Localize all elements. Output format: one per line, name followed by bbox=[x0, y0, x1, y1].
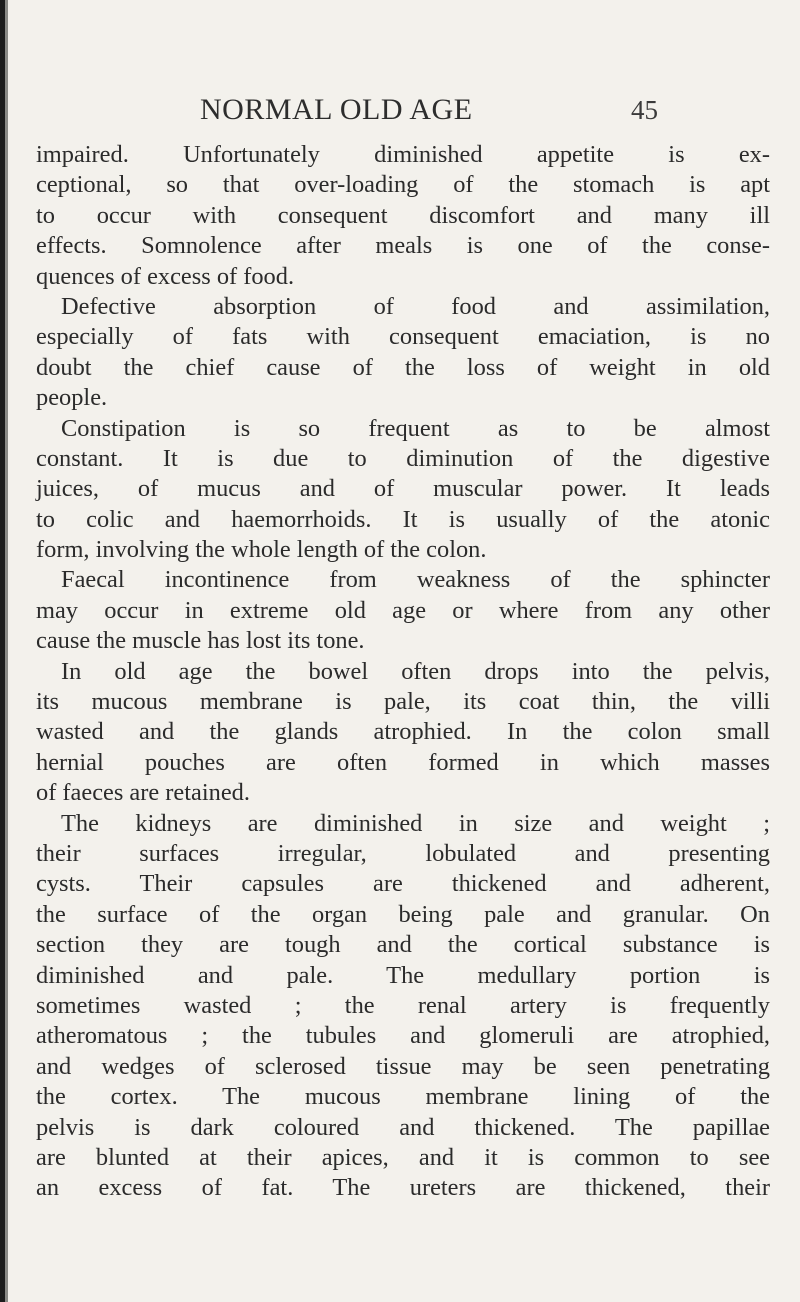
page-number: 45 bbox=[631, 95, 658, 125]
text-line: juices, of mucus and of muscular power. It leads bbox=[36, 475, 770, 503]
text-line: atheromatous ; the tubules and glomeruli are atrophied, bbox=[36, 1022, 770, 1050]
text-line: are blunted at their apices, and it is common to see bbox=[36, 1143, 770, 1171]
text-line: the surface of the organ being pale and granular. On bbox=[36, 900, 770, 928]
text-line: and wedges of sclerosed tissue may be seen penetrating bbox=[36, 1052, 770, 1080]
text-line: cysts. Their capsules are thickened and adherent, bbox=[36, 870, 770, 898]
page-binding-shadow bbox=[5, 0, 8, 1302]
text-line: impaired. Unfortunately diminished appetite is ex- bbox=[36, 141, 770, 168]
text-line: Faecal incontinence from weakness of the sphincter bbox=[61, 566, 770, 594]
running-title: NORMAL OLD AGE bbox=[200, 93, 473, 126]
text-line: its mucous membrane is pale, its coat thin, the villi bbox=[36, 688, 770, 716]
text-line: to occur with consequent discomfort and many ill bbox=[36, 201, 770, 229]
text-line: section they are tough and the cortical substance is bbox=[36, 931, 770, 959]
text-line: quences of excess of food. bbox=[36, 262, 295, 290]
text-line: to colic and haemorrhoids. It is usually of the atonic bbox=[36, 505, 770, 533]
text-line: ceptional, so that over-loading of the stomach is apt bbox=[36, 171, 770, 199]
text-line: form, involving the whole length of the colon. bbox=[36, 536, 487, 564]
text-line: constant. It is due to diminution of the digestive bbox=[36, 444, 770, 472]
text-line: sometimes wasted ; the renal artery is frequently bbox=[36, 991, 770, 1019]
text-line: Constipation is so frequent as to be almost bbox=[61, 414, 770, 442]
text-line: diminished and pale. The medullary portion is bbox=[36, 961, 770, 989]
text-line: wasted and the glands atrophied. In the colon small bbox=[36, 718, 770, 746]
text-line: In old age the bowel often drops into the pelvis, bbox=[61, 657, 770, 685]
text-line: especially of fats with consequent emaciation, is no bbox=[36, 323, 770, 351]
text-line: the cortex. The mucous membrane lining of the bbox=[36, 1083, 770, 1111]
text-line: hernial pouches are often formed in which masses bbox=[36, 748, 770, 776]
text-line: cause the muscle has lost its tone. bbox=[36, 627, 365, 655]
text-line: The kidneys are diminished in size and weight ; bbox=[61, 809, 770, 837]
body-text bbox=[36, 140, 770, 1204]
text-line: effects. Somnolence after meals is one of the conse- bbox=[36, 232, 770, 260]
text-line: of faeces are retained. bbox=[36, 779, 250, 807]
text-line: doubt the chief cause of the loss of weight in old bbox=[36, 353, 770, 381]
text-line: their surfaces irregular, lobulated and presenting bbox=[36, 839, 770, 867]
running-head bbox=[0, 93, 800, 125]
text-line: may occur in extreme old age or where from any other bbox=[36, 596, 770, 624]
text-line: pelvis is dark coloured and thickened. The papillae bbox=[36, 1113, 770, 1141]
text-line: an excess of fat. The ureters are thickened, their bbox=[36, 1174, 770, 1202]
text-line: people. bbox=[36, 384, 108, 412]
text-line: Defective absorption of food and assimilation, bbox=[61, 292, 770, 320]
